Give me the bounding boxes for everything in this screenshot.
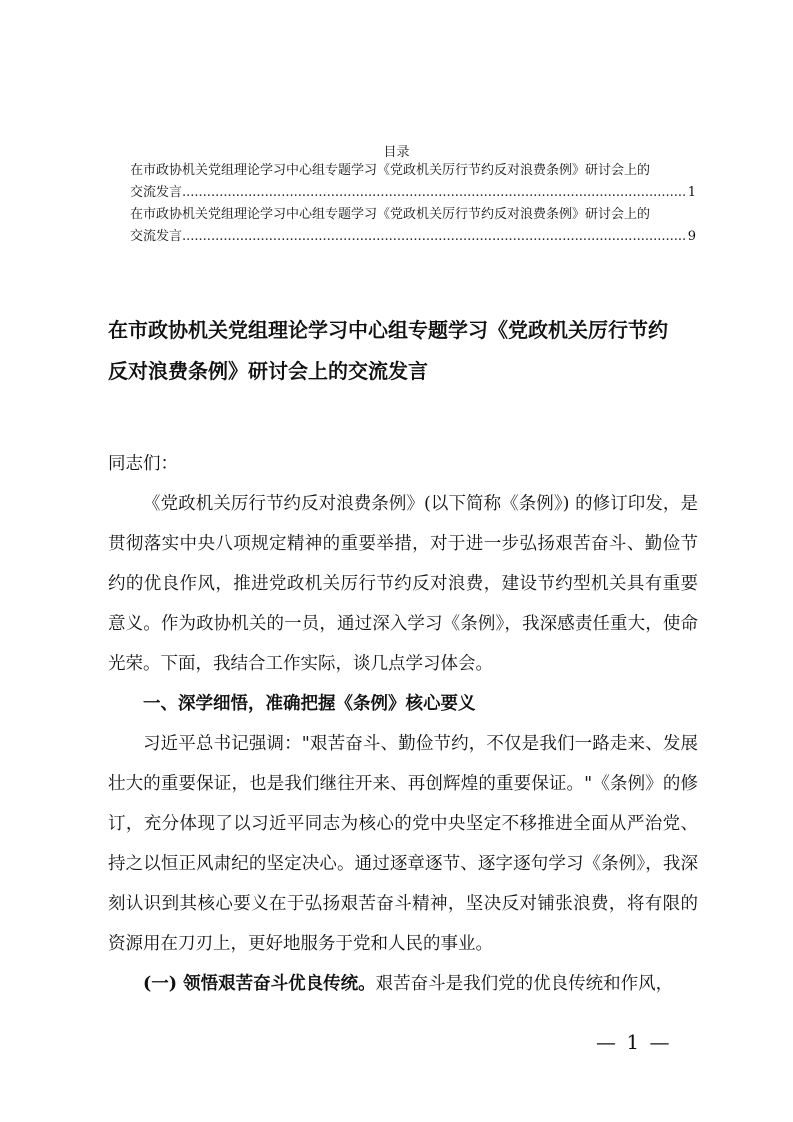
toc-item-title-cont: 交流发言 xyxy=(130,229,183,244)
toc-leader-dots xyxy=(182,226,687,248)
toc-item-title-cont: 交流发言 xyxy=(130,185,183,200)
toc-item-page: 1 xyxy=(687,185,696,200)
section-1-paragraph: 习近平总书记强调："艰苦奋斗、勤俭节约，不仅是我们一路走来、发展壮大的重要保证，也是我们继往开来、再创辉煌的重要保证。"《条例》的修订，充分体现了以习近平同志为核心的党中央坚定不移推进全面从严治党、持之以恒正风肃纪的坚定决心。通过逐章逐节、逐字逐句学习《条例》，我深刻认识到其核心要义在于弘扬艰苦奋斗精神，坚决反对铺张浪费，将有限的资源用在刀刃上，更好地服务于党和人民的事业。 xyxy=(108,734,698,954)
toc-item-page: 9 xyxy=(687,229,696,244)
subsection-heading-1: (一) 领悟艰苦奋斗优良传统。 xyxy=(143,974,376,994)
document-body xyxy=(108,444,698,1004)
toc-item-1[interactable] xyxy=(130,160,696,204)
toc-item-title: 在市政协机关党组理论学习中心组专题学习《党政机关厉行节约反对浪费条例》研讨会上的 xyxy=(130,207,651,222)
toc-heading: 目录 xyxy=(383,145,410,160)
document-title-line2: 反对浪费条例》研讨会上的交流发言 xyxy=(108,359,428,383)
toc-item-title: 在市政协机关党组理论学习中心组专题学习《党政机关厉行节约反对浪费条例》研讨会上的 xyxy=(130,163,651,178)
salutation: 同志们： xyxy=(108,454,178,474)
subsection-1-text: 艰苦奋斗是我们党的优良传统和作风， xyxy=(375,974,674,994)
page-number: — 1 — xyxy=(596,1030,672,1054)
toc-leader-dots xyxy=(182,182,687,204)
section-heading-1: 一、深学细悟，准确把握《条例》核心要义 xyxy=(143,694,476,714)
subsection-1-paragraph xyxy=(108,964,698,1004)
document-title-line1: 在市政协机关党组理论学习中心组专题学习《党政机关厉行节约 xyxy=(108,318,668,342)
intro-paragraph: 《党政机关厉行节约反对浪费条例》(以下简称《条例》) 的修订印发，是贯彻落实中央八项规定精神的重要举措，对于进一步弘扬艰苦奋斗、勤俭节约的优良作风，推进党政机关厉行节约反对浪费，建设节约型机关具有重要意义。作为政协机关的一员，通过深入学习《条例》，我深感责任重大，使命光荣。下面，我结合工作实际，谈几点学习体会。 xyxy=(108,494,698,674)
toc-item-2[interactable] xyxy=(130,204,696,248)
document-title xyxy=(108,310,708,392)
